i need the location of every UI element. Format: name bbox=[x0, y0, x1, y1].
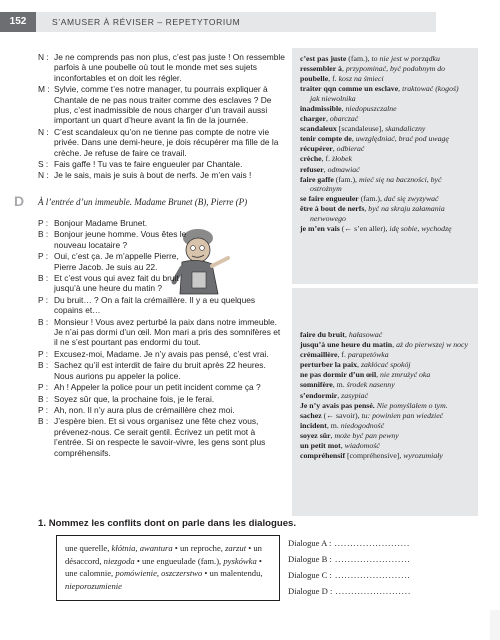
dialogue-line bbox=[38, 52, 286, 83]
glossary-translation: mieć się na baczności, być ostrożnym bbox=[310, 174, 442, 194]
dialogue-line bbox=[38, 295, 286, 316]
glossary-entry bbox=[300, 391, 470, 401]
glossary-entry bbox=[300, 380, 470, 390]
glossary-note: (fam.), bbox=[333, 174, 359, 184]
vocab-fragment: • un malentendu, bbox=[202, 568, 263, 578]
glossary-term: compréhensif bbox=[300, 451, 346, 461]
glossary-note: , bbox=[344, 330, 349, 339]
answer-label: Dialogue C : bbox=[288, 570, 332, 580]
glossary-term: s’endormir bbox=[300, 390, 338, 400]
glossary-entry bbox=[300, 124, 470, 134]
dialogue-text: Je le sais, mais je suis à bout de nerfs. Je m’en vais ! bbox=[54, 170, 252, 181]
glossary-entry bbox=[300, 411, 470, 421]
dialogue-line bbox=[38, 360, 286, 381]
vocab-fragment: une querelle, bbox=[65, 543, 112, 553]
exercise-title bbox=[38, 518, 296, 529]
vocab-fragment: • un désaccord, bbox=[65, 543, 262, 566]
vocab-fragment: kłótnia, awantura bbox=[111, 543, 173, 553]
glossary-term: scandaleux bbox=[300, 124, 337, 134]
vocab-fragment: niezgoda bbox=[103, 555, 135, 566]
glossary-translation: obarczać bbox=[329, 114, 359, 124]
glossary-translation: parapetówka bbox=[347, 350, 389, 360]
glossary-term: tenir compte de bbox=[300, 134, 352, 144]
dialogue-text: Soyez sûr que, la prochaine fois, je le ferai. bbox=[54, 393, 215, 404]
speaker-label: M : bbox=[38, 84, 50, 95]
dialogue-d-title: À l’entrée d’un immeuble. Madame Brunet (B), Pierre (P) bbox=[38, 197, 248, 207]
glossary-note: , m. bbox=[332, 380, 347, 390]
vocab-fragment: • un reproche, bbox=[172, 543, 226, 553]
speaker-label: P : bbox=[38, 251, 49, 262]
glossary-term: je m’en vais bbox=[300, 224, 340, 234]
glossary-entry bbox=[300, 154, 470, 164]
glossary-entry bbox=[300, 340, 470, 350]
speaker-label: P : bbox=[38, 218, 49, 228]
glossary-entry bbox=[300, 114, 470, 124]
dialogue-line bbox=[38, 159, 286, 169]
glossary-term: soyez sûr bbox=[300, 430, 331, 440]
exercise-instruction: Nommez les conflits dont on parle dans les dialogues. bbox=[48, 518, 297, 529]
dialogue-text: Excusez-moi, Madame. Je n’y avais pas pensé, c’est vrai. bbox=[54, 348, 269, 359]
dialogue-text: Fais gaffe ! Tu vas te faire engueuler par Chantale. bbox=[54, 159, 243, 170]
glossary-term: Je n’y avais pas pensé. bbox=[300, 400, 375, 410]
dialogue-text: Du bruit… ? On a fait la crémaillère. Il y a eu quelques copains et… bbox=[54, 294, 256, 316]
exercise-number: 1. bbox=[38, 518, 47, 529]
speaker-label: N : bbox=[38, 170, 49, 181]
glossary-entry bbox=[300, 54, 470, 64]
dialogue-d bbox=[38, 218, 286, 459]
glossary-translation: uwzględniać, brać pod uwagę bbox=[355, 134, 449, 144]
glossary-translation: przypominać, być podobnym do bbox=[345, 64, 446, 74]
answer-row bbox=[288, 583, 488, 599]
glossary-term: sachez bbox=[300, 410, 322, 420]
dialogue-text: Ah, non. Il n’y aura plus de crémaillère chez moi. bbox=[54, 404, 235, 415]
vocab-fragment: • une engueulade (fam.), bbox=[134, 555, 224, 566]
glossary-entry bbox=[300, 194, 470, 204]
glossary-term: incident bbox=[300, 420, 327, 430]
dialogue-text: Ah ! Appeler la police pour un petit incident comme ça ? bbox=[54, 382, 261, 393]
glossary-term: ne pas dormir d’un œil bbox=[300, 370, 377, 380]
glossary-entry bbox=[300, 144, 470, 154]
glossary-term: faire gaffe bbox=[300, 174, 334, 184]
glossary-entry bbox=[300, 175, 470, 194]
glossary-note: , bbox=[332, 144, 337, 154]
glossary-note: (← s’en aller), bbox=[339, 224, 390, 234]
glossary-note: , bbox=[392, 340, 397, 350]
glossary-note: , f. bbox=[321, 154, 333, 164]
glossary-note: , bbox=[341, 64, 346, 74]
glossary-translation: wyrozumiały bbox=[403, 451, 443, 461]
glossary-note: , m. bbox=[326, 420, 341, 430]
glossary-translation: odmawiać bbox=[327, 164, 360, 174]
speaker-label: S : bbox=[38, 159, 49, 170]
dialogue-line bbox=[38, 229, 286, 250]
glossary-term: récupérer bbox=[300, 144, 333, 154]
glossary-note: , f. bbox=[328, 74, 339, 84]
speaker-label: P : bbox=[38, 348, 49, 359]
glossary-term: charger bbox=[300, 114, 326, 124]
dialogue-text: Oui, c’est ça. Je m’appelle Pierre, Pierre Jacob. Je suis au 22. bbox=[54, 251, 179, 272]
glossary-translation: idę sobie, wychodzę bbox=[389, 224, 452, 234]
speaker-label: B : bbox=[38, 316, 49, 327]
dialogue-line bbox=[38, 273, 286, 294]
answer-row bbox=[288, 535, 488, 551]
answer-blank[interactable]: ........................ bbox=[331, 554, 411, 564]
glossary-entry bbox=[300, 441, 470, 451]
dialogue-c bbox=[38, 52, 286, 182]
vocab-fragment: nieporozumienie bbox=[65, 580, 122, 591]
glossary-entry bbox=[300, 64, 470, 74]
glossary-translation: być na skraju załamania nerwowego bbox=[310, 204, 445, 223]
glossary-box-c bbox=[292, 48, 478, 284]
glossary-box-d bbox=[292, 288, 478, 516]
glossary-translation: aż do pierwszej w nocy bbox=[396, 340, 468, 350]
glossary-translation: żłobek bbox=[332, 154, 352, 164]
dialogue-text: C’est scandaleux qu’on ne tienne pas compte de notre vie privée. Dans une demi-heure, je dois récupérer ma fille de la crèche. Je refuse de faire ce travail. bbox=[54, 126, 279, 158]
speaker-label: B : bbox=[38, 229, 49, 240]
answer-row bbox=[288, 551, 488, 567]
glossary-translation: zasypiać bbox=[341, 390, 369, 400]
speaker-label: B : bbox=[38, 360, 49, 371]
glossary-entry bbox=[300, 204, 470, 223]
glossary-translation: to nie jest w porządku bbox=[371, 54, 440, 63]
glossary-entry bbox=[300, 330, 470, 340]
glossary-term: crèche bbox=[300, 154, 322, 164]
dialogue-line bbox=[38, 84, 286, 126]
dialogue-line bbox=[38, 394, 286, 404]
glossary-translation: odbierać bbox=[336, 144, 365, 154]
glossary-note: , bbox=[325, 114, 330, 124]
glossary-term: inadmissible bbox=[300, 103, 342, 113]
glossary-entry bbox=[300, 74, 470, 84]
glossary-note: , bbox=[340, 441, 345, 451]
dialogue-line bbox=[38, 317, 286, 348]
glossary-entry bbox=[300, 401, 470, 411]
dialogue-text: J’espère bien. Et si vous organisez une fête chez vous, prévenez-nous. Ce serait gentil. Écrivez un petit mot à l’entrée. Si on respecte le savoir-vivre, les gens sont plus compréhensifs. bbox=[54, 416, 266, 458]
speaker-label: N : bbox=[38, 126, 49, 137]
answer-label: Dialogue B : bbox=[288, 554, 332, 564]
dialogue-line bbox=[38, 405, 286, 415]
glossary-entry bbox=[300, 84, 470, 103]
dialogue-text: Je ne comprends pas non plus, c’est pas juste ! On ressemble parfois à une poubelle où tout le monde met ses sujets inconfortables et on doit les régler. bbox=[54, 52, 285, 83]
dialogue-line bbox=[38, 218, 286, 228]
glossary-term: perturber la paix bbox=[300, 360, 358, 370]
glossary-entry bbox=[300, 224, 470, 234]
glossary-translation: niedogodność bbox=[340, 420, 385, 430]
glossary-entry bbox=[300, 431, 470, 441]
speaker-label: P : bbox=[38, 382, 49, 393]
glossary-translation: może być pan pewny bbox=[334, 430, 399, 440]
glossary-note: , bbox=[398, 84, 403, 94]
glossary-term: se faire engueuler bbox=[300, 194, 359, 204]
glossary-note: , bbox=[323, 164, 328, 174]
glossary-term: crémaillère bbox=[300, 350, 338, 360]
glossary-term: refuser bbox=[300, 164, 324, 174]
vocab-fragment: • une calomnie, bbox=[65, 555, 262, 578]
glossary-translation: wiadomość bbox=[344, 441, 380, 451]
section-header-title: S’AMUSER À RÉVISER – REPETYTORIUM bbox=[52, 17, 241, 27]
dialogue-line bbox=[38, 382, 286, 392]
glossary-note: , bbox=[364, 204, 369, 214]
glossary-entry bbox=[300, 165, 470, 175]
vocab-fragment: zarzut bbox=[225, 543, 247, 553]
page-edge-band bbox=[490, 610, 500, 640]
glossary-translation: zakłócać spokój bbox=[360, 360, 411, 370]
glossary-note: [compréhensive], bbox=[345, 451, 404, 461]
glossary-note: [scandaleuse], bbox=[336, 124, 386, 134]
glossary-entry bbox=[300, 104, 470, 114]
dialogue-line bbox=[38, 416, 286, 458]
glossary-note: , bbox=[337, 390, 342, 400]
glossary-entry bbox=[300, 421, 470, 431]
dialogue-text: Bonjour Madame Brunet. bbox=[54, 218, 148, 228]
dialogue-line bbox=[38, 170, 286, 180]
glossary-term: poubelle bbox=[300, 74, 329, 84]
glossary-term: être à bout de nerfs bbox=[300, 204, 365, 214]
speaker-label: B : bbox=[38, 416, 49, 427]
glossary-entry bbox=[300, 360, 470, 370]
glossary-entry bbox=[300, 134, 470, 144]
vocab-fragment: pyskówka bbox=[223, 555, 257, 566]
dialogue-line bbox=[38, 349, 286, 359]
glossary-translation: traktować (kogoś) jak niewolnika bbox=[310, 84, 459, 103]
page-number: 152 bbox=[0, 12, 36, 32]
glossary-translation: środek nasenny bbox=[346, 380, 395, 390]
vocab-fragment: pomówienie, oszczerstwo bbox=[115, 568, 203, 578]
dialogue-text: Sachez qu’il est interdit de faire du bruit après 22 heures. Nous aurions pu appeler la police. bbox=[54, 360, 266, 381]
glossary-translation: Nie pomyślałem o tym. bbox=[376, 400, 448, 410]
glossary-term: jusqu’à une heure du matin bbox=[300, 340, 393, 350]
answer-blank[interactable]: ........................ bbox=[331, 570, 411, 580]
glossary-translation: dać się zwyzywać bbox=[383, 194, 439, 204]
glossary-note: , bbox=[351, 134, 356, 144]
answer-label: Dialogue A : bbox=[288, 538, 332, 548]
glossary-note: , bbox=[341, 103, 346, 113]
glossary-note: (fam.), bbox=[358, 194, 384, 204]
page-header bbox=[0, 0, 500, 42]
dialogue-text: Et c’est vous qui avez fait du bruit jusqu’à une heure du matin ? bbox=[54, 273, 179, 294]
glossary-note: (← savoir), bbox=[321, 410, 362, 420]
answer-blank[interactable]: ........................ bbox=[332, 586, 412, 596]
dialogue-text: Bonjour jeune homme. Vous êtes le nouveau locataire ? bbox=[54, 229, 187, 250]
speaker-label: B : bbox=[38, 273, 49, 284]
dialogue-line bbox=[38, 127, 286, 158]
glossary-translation: tu: powinien pan wiedzieć bbox=[361, 410, 444, 420]
dialogue-d-letter: D bbox=[13, 193, 25, 209]
speaker-label: P : bbox=[38, 294, 49, 305]
glossary-translation: kosz na śmieci bbox=[338, 74, 384, 84]
glossary-translation: skandaliczny bbox=[385, 124, 426, 134]
glossary-translation: niedopuszczalne bbox=[345, 103, 397, 113]
glossary-note: (fam.), bbox=[346, 54, 372, 63]
answer-row bbox=[288, 567, 488, 583]
glossary-term: somnifère bbox=[300, 380, 333, 390]
vocabulary-box bbox=[56, 535, 280, 601]
glossary-note: , bbox=[376, 370, 381, 380]
answer-label: Dialogue D : bbox=[288, 586, 333, 596]
glossary-note: , bbox=[357, 360, 361, 370]
glossary-term: c’est pas juste bbox=[300, 54, 347, 63]
speaker-label: B : bbox=[38, 393, 49, 404]
glossary-note: , f. bbox=[337, 350, 348, 360]
glossary-translation: nie zmrużyć oka bbox=[380, 370, 431, 380]
glossary-term: faire du bruit bbox=[300, 330, 345, 339]
dialogue-text: Sylvie, comme t’es notre manager, tu pourrais expliquer à Chantale de ne pas nous traiter comme des esclaves ? De plus, c’est inadmissible de nous charger d’un travail aussi important un quart d’heure avant la fin de la journée. bbox=[54, 84, 272, 126]
dialogue-text: Monsieur ! Vous avez perturbé la paix dans notre immeuble. Je n’ai pas dormi d’un œil. Mon mari a pris des somnifères et il ne s’est pourtant pas endormi du tout. bbox=[54, 316, 281, 348]
speaker-label: P : bbox=[38, 404, 49, 415]
glossary-entry bbox=[300, 370, 470, 380]
glossary-note: , bbox=[330, 430, 335, 440]
glossary-term: ressembler à bbox=[300, 64, 342, 74]
glossary-translation: hałasować bbox=[348, 330, 383, 339]
glossary-term: traiter qqn comme un esclave bbox=[300, 84, 399, 94]
answer-lines bbox=[288, 535, 488, 599]
glossary-entry bbox=[300, 350, 470, 360]
glossary-term: un petit mot bbox=[300, 441, 341, 451]
speaker-label: N : bbox=[38, 52, 49, 62]
answer-blank[interactable]: ........................ bbox=[331, 538, 411, 548]
dialogue-line bbox=[38, 251, 286, 272]
glossary-entry bbox=[300, 451, 470, 461]
